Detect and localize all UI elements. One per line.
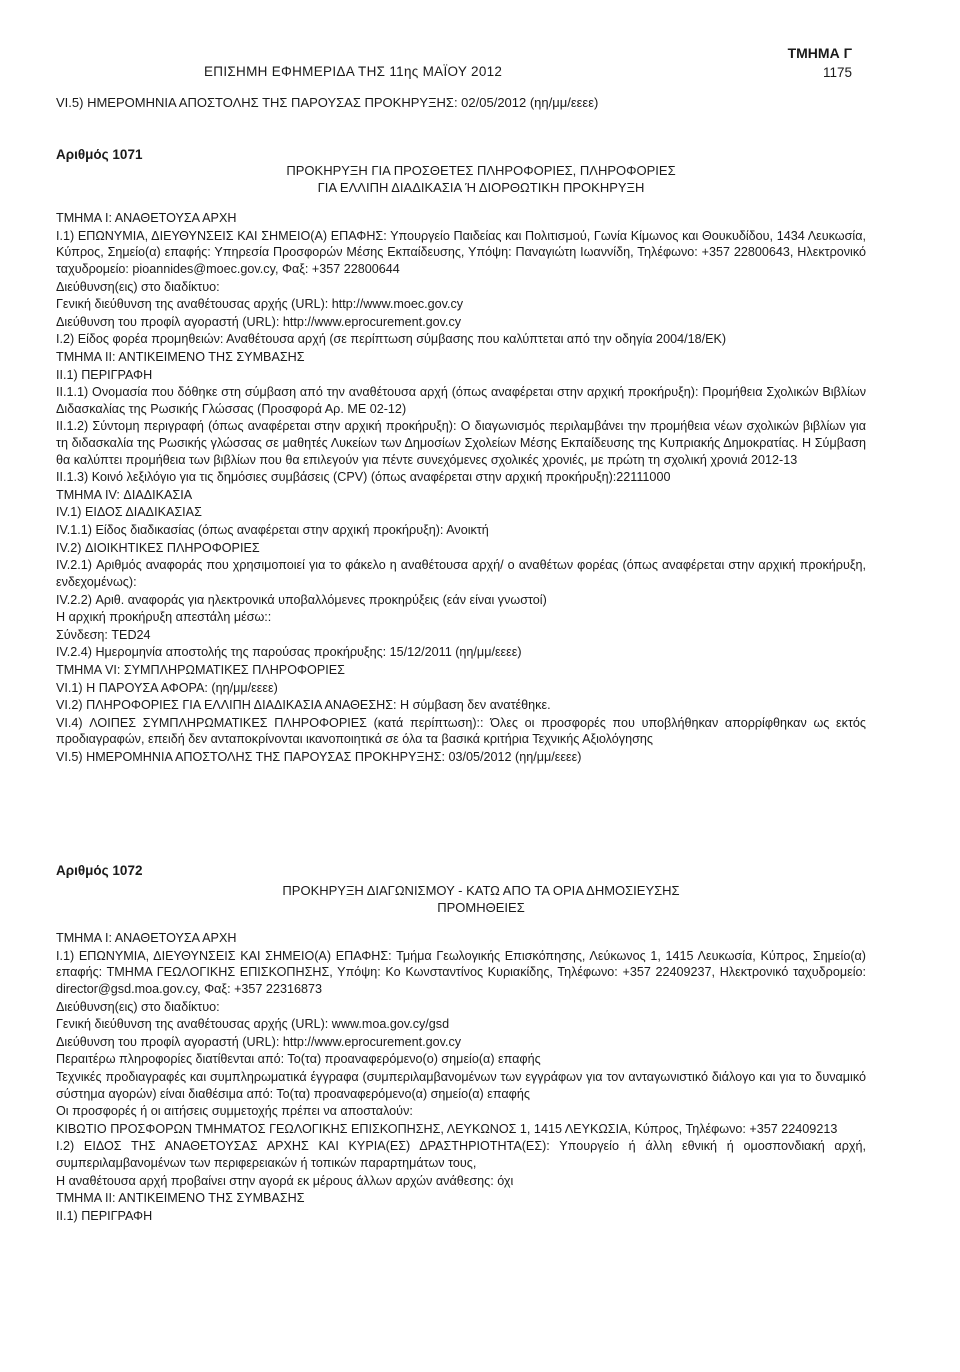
notice-title [56, 162, 866, 196]
notice-line: VI.4) ΛΟΙΠΕΣ ΣΥΜΠΛΗΡΩΜΑΤΙΚΕΣ ΠΛΗΡΟΦΟΡΙΕΣ (κατά περίπτωση):: Όλες οι προσφορές που υποβλήθηκαν απορρίφθηκαν ως εκτός προδιαγραφών, επειδή δεν ανταποκρίνονται ικανοποιητικά σε όλα τα βασικά κριτήρια Τεχνικής Αξιολόγησης [56, 715, 866, 747]
notice-line: ΤΜΗΜΑ ΙΙ: ΑΝΤΙΚΕΙΜΕΝΟ ΤΗΣ ΣΥΜΒΑΣΗΣ [56, 350, 305, 364]
notice-line: IV.1) ΕΙΔΟΣ ΔΙΑΔΙΚΑΣΙΑΣ [56, 505, 202, 520]
notice-1071 [56, 146, 866, 767]
notice-title-line: ΓΙΑ ΕΛΛΙΠΗ ΔΙΑΔΙΚΑΣΙΑ Ή ΔΙΟΡΘΩΤΙΚΗ ΠΡΟΚΗΡΥΞΗ [317, 179, 645, 195]
notice-title-line: ΠΡΟΜΗΘΕΙΕΣ [437, 899, 525, 915]
notice-title-line: ΠΡΟΚΗΡΥΞΗ ΓΙΑ ΠΡΟΣΘΕΤΕΣ ΠΛΗΡΟΦΟΡΙΕΣ, ΠΛΗΡΟΦΟΡΙΕΣ [286, 162, 676, 178]
notice-line: VI.5) ΗΜΕΡΟΜΗΝΙΑ ΑΠΟΣΤΟΛΗΣ ΤΗΣ ΠΑΡΟΥΣΑΣ ΠΡΟΚΗΡΥΞΗΣ: 03/05/2012 (ηη/μμ/εεεε) [56, 750, 582, 765]
notice-line: Γενική διεύθυνση της αναθέτουσας αρχής (URL): www.moa.gov.cy/gsd [56, 1017, 450, 1032]
notice-line: Γενική διεύθυνση της αναθέτουσας αρχής (URL): http://www.moec.gov.cy [56, 297, 464, 312]
notice-line: ΤΜΗΜΑ VI: ΣΥΜΠΛΗΡΩΜΑΤΙΚΕΣ ΠΛΗΡΟΦΟΡΙΕΣ [56, 662, 345, 677]
previous-notice-date-line: VI.5) ΗΜΕΡΟΜΗΝΙΑ ΑΠΟΣΤΟΛΗΣ ΤΗΣ ΠΑΡΟΥΣΑΣ ΠΡΟΚΗΡΥΞΗΣ: 02/05/2012 (ηη/μμ/εεεε) [56, 95, 599, 110]
notice-line: IV.2.4) Ημερομηνία αποστολής της παρούσας προκήρυξης: 15/12/2011 (ηη/μμ/εεεε) [56, 645, 522, 660]
notice-line: Η αρχική προκήρυξη απεστάλη μέσω:: [56, 610, 272, 625]
notice-line: ΙΙ.1.3) Κοινό λεξιλόγιο για τις δημόσιες συμβάσεις (CPV) (όπως αναφέρεται στην αρχική προκήρυξη):22111000 [56, 470, 671, 485]
notice-line: IV.2.2) Αριθ. αναφοράς για ηλεκτρονικά υποβαλλόμενες προκηρύξεις (εάν είναι γνωστοί) [56, 592, 547, 607]
notice-line: Οι προσφορές ή οι αιτήσεις συμμετοχής πρέπει να αποσταλούν: [56, 1104, 413, 1119]
notice-line: IV.2) ΔΙΟΙΚΗΤΙΚΕΣ ΠΛΗΡΟΦΟΡΙΕΣ [56, 540, 260, 555]
notice-line: Ι.2) ΕΙΔΟΣ ΤΗΣ ΑΝΑΘΕΤΟΥΣΑΣ ΑΡΧΗΣ ΚΑΙ ΚΥΡΙΑ(ΕΣ) ΔΡΑΣΤΗΡΙΟΤΗΤΑ(ΕΣ): Υπουργείο ή άλλη εθνική ή ομοσπονδιακή αρχή, συμπεριλαμβανομένων των περιφερειακών ή τοπικών παραρτημάτων τους, [56, 1139, 866, 1171]
notice-line: Ι.1) ΕΠΩΝΥΜΙΑ, ΔΙΕΥΘΥΝΣΕΙΣ ΚΑΙ ΣΗΜΕΙΟ(Α) ΕΠΑΦΗΣ: Τμήμα Γεωλογικής Επισκόπησης, Λεύκωνος 1, 1415 Λευκωσία, Κύπρος, Σημείο(α) επαφής: ΤΜΗΜΑ ΓΕΩΛΟΓΙΚΗΣ ΕΠΙΣΚΟΠΗΣΗΣ, Υπόψη: Κο Κωνσταντίνος Κυριακίδης, Τηλέφωνο: +357 22409237, Ηλεκτρονικό ταχυδρομείο: director@gsd.moa.gov.cy, Φαξ: +357 22316873 [56, 948, 866, 996]
notice-number: Αριθμός 1072 [56, 863, 143, 878]
notice-line: Διεύθυνση του προφίλ αγοραστή (URL): http://www.eprocurement.gov.cy [56, 1034, 462, 1049]
notice-line: Τεχνικές προδιαγραφές και συμπληρωματικά έγγραφα (συμπεριλαμβανομένων των εγγράφων για τον ανταγωνιστικό διάλογο και για το δυναμικό σύστημα αγορών) είναι διαθέσιμα από: Το(τα) προαναφερόμενο(α) σημείο(α) επαφής [56, 1070, 866, 1101]
page-number: 1175 [822, 65, 852, 81]
notice-line: VI.2) ΠΛΗΡΟΦΟΡΙΕΣ ΓΙΑ ΕΛΛΙΠΗ ΔΙΑΔΙΚΑΣΙΑ ΑΝΑΘΕΣΗΣ: Η σύμβαση δεν ανατέθηκε. [56, 698, 551, 713]
notice-line: Περαιτέρω πληροφορίες διατίθενται από: Το(τα) προαναφερόμενο(ο) σημείο(α) επαφής [56, 1052, 541, 1067]
page-header-right [788, 44, 852, 82]
notice-line: Η αναθέτουσα αρχή προβαίνει στην αγορά εκ μέρους άλλων αρχών ανάθεσης: όχι [56, 1173, 514, 1188]
notice-line: ΤΜΗΜΑ Ι: ΑΝΑΘΕΤΟΥΣΑ ΑΡΧΗ [56, 211, 237, 226]
notice-line: IV.1.1) Είδος διαδικασίας (όπως αναφέρεται στην αρχική προκήρυξη): Ανοικτή [56, 523, 489, 538]
notice-line: ΙΙ.1) ΠΕΡΙΓΡΑΦΗ [56, 367, 153, 382]
notice-line: Ι.1) ΕΠΩΝΥΜΙΑ, ΔΙΕΥΘΥΝΣΕΙΣ ΚΑΙ ΣΗΜΕΙΟ(Α) ΕΠΑΦΗΣ: Υπουργείο Παιδείας και Πολιτισμού, Γωνία Κίμωνος και Θουκυδίδου, 1434 Λευκωσία, Κύπρος, Σημείο(α) επαφής: Υπηρεσία Προσφορών Μέσης Εκπαίδευσης, Υπόψη: Παναγιώτη Ιωαννίδη, Τηλέφωνο: +357 22800643, Ηλεκτρονικό ταχυδρομείο: pioannides@moec.gov.cy, Φαξ: +357 22800644 [56, 228, 866, 276]
notice-line: ΙΙ.1.1) Ονομασία που δόθηκε στη σύμβαση από την αναθέτουσα αρχή (όπως αναφέρεται στην αρχική προκήρυξη): Προμήθεια Σχολικών Βιβλίων Διδασκαλίας της Ρωσικής Γλώσσας (Προσφορά Αρ. ΜΕ 02-12) [56, 385, 866, 416]
notice-line: Διεύθυνση(εις) στο διαδίκτυο: [56, 279, 220, 294]
notice-title-line: ΠΡΟΚΗΡΥΞΗ ΔΙΑΓΩΝΙΣΜΟΥ - ΚΑΤΩ ΑΠΟ ΤΑ ΟΡΙΑ ΔΗΜΟΣΙΕΥΣΗΣ [282, 882, 680, 898]
notice-title [56, 882, 866, 916]
notice-body [56, 210, 866, 766]
notice-body [56, 930, 866, 1224]
notice-line: ΚΙΒΩΤΙΟ ΠΡΟΣΦΟΡΩΝ ΤΜΗΜΑΤΟΣ ΓΕΩΛΟΓΙΚΗΣ ΕΠΙΣΚΟΠΗΣΗΣ, ΛΕΥΚΩΝΟΣ 1, 1415 ΛΕΥΚΩΣΙΑ, Κύπρος, Τηλέφωνο: +357 22409213 [56, 1121, 838, 1136]
notice-line: ΤΜΗΜΑ Ι: ΑΝΑΘΕΤΟΥΣΑ ΑΡΧΗ [56, 931, 237, 946]
notice-line: ΙΙ.1.2) Σύντομη περιγραφή (όπως αναφέρεται στην αρχική προκήρυξη): Ο διαγωνισμός περιλαμβάνει την προμήθεια νέων σχολικών βιβλίων για τη διδασκαλία της Ρωσικής γλώσσας σε μαθητές Λυκείων των Δημοσίων Σχολείων Μέσης Εκπαίδευσης της Κυπριακής Δημοκρατίας. Η Σύμβαση θα καλύπτει προμήθεια των βιβλίων που θα επιλεγούν για πέντε συνεχόμενες σχολικές χρονιές, με πρώτη τη σχολική χρονιά 2012-13 [56, 419, 866, 467]
publication-header: ΕΠΙΣΗΜΗ ΕΦΗΜΕΡΙΔΑ ΤΗΣ 11ης ΜΑΪΟΥ 2012 [204, 64, 503, 79]
notice-line: ΙΙ.1) ΠΕΡΙΓΡΑΦΗ [56, 1208, 153, 1223]
notice-line: Ι.2) Είδος φορέα προμηθειών: Αναθέτουσα αρχή (σε περίπτωση σύμβασης που καλύπτεται από την οδηγία 2004/18/ΕΚ) [56, 332, 727, 347]
notice-line: Διεύθυνση(εις) στο διαδίκτυο: [56, 999, 220, 1014]
notice-1072 [56, 862, 866, 1225]
notice-number: Αριθμός 1071 [56, 147, 143, 162]
notice-line: Διεύθυνση του προφίλ αγοραστή (URL): http://www.eprocurement.gov.cy [56, 314, 462, 329]
notice-line: VI.1) Η ΠΑΡΟΥΣΑ ΑΦΟΡΑ: (ηη/μμ/εεεε) [56, 680, 278, 695]
notice-line: Σύνδεση: TED24 [56, 627, 151, 642]
notice-line: ΤΜΗΜΑ ΙΙ: ΑΝΤΙΚΕΙΜΕΝΟ ΤΗΣ ΣΥΜΒΑΣΗΣ [56, 1191, 305, 1206]
notice-line: ΤΜΗΜΑ IV: ΔΙΑΔΙΚΑΣΙΑ [56, 487, 193, 502]
notice-line: IV.2.1) Αριθμός αναφοράς που χρησιμοποιεί για το φάκελο η αναθέτουσα αρχή/ ο αναθέτων φορέας (όπως αναφέρεται στην αρχική προκήρυξη, ενδεχομένως): [56, 558, 866, 589]
section-label: ΤΜΗΜΑ Γ [787, 45, 852, 61]
